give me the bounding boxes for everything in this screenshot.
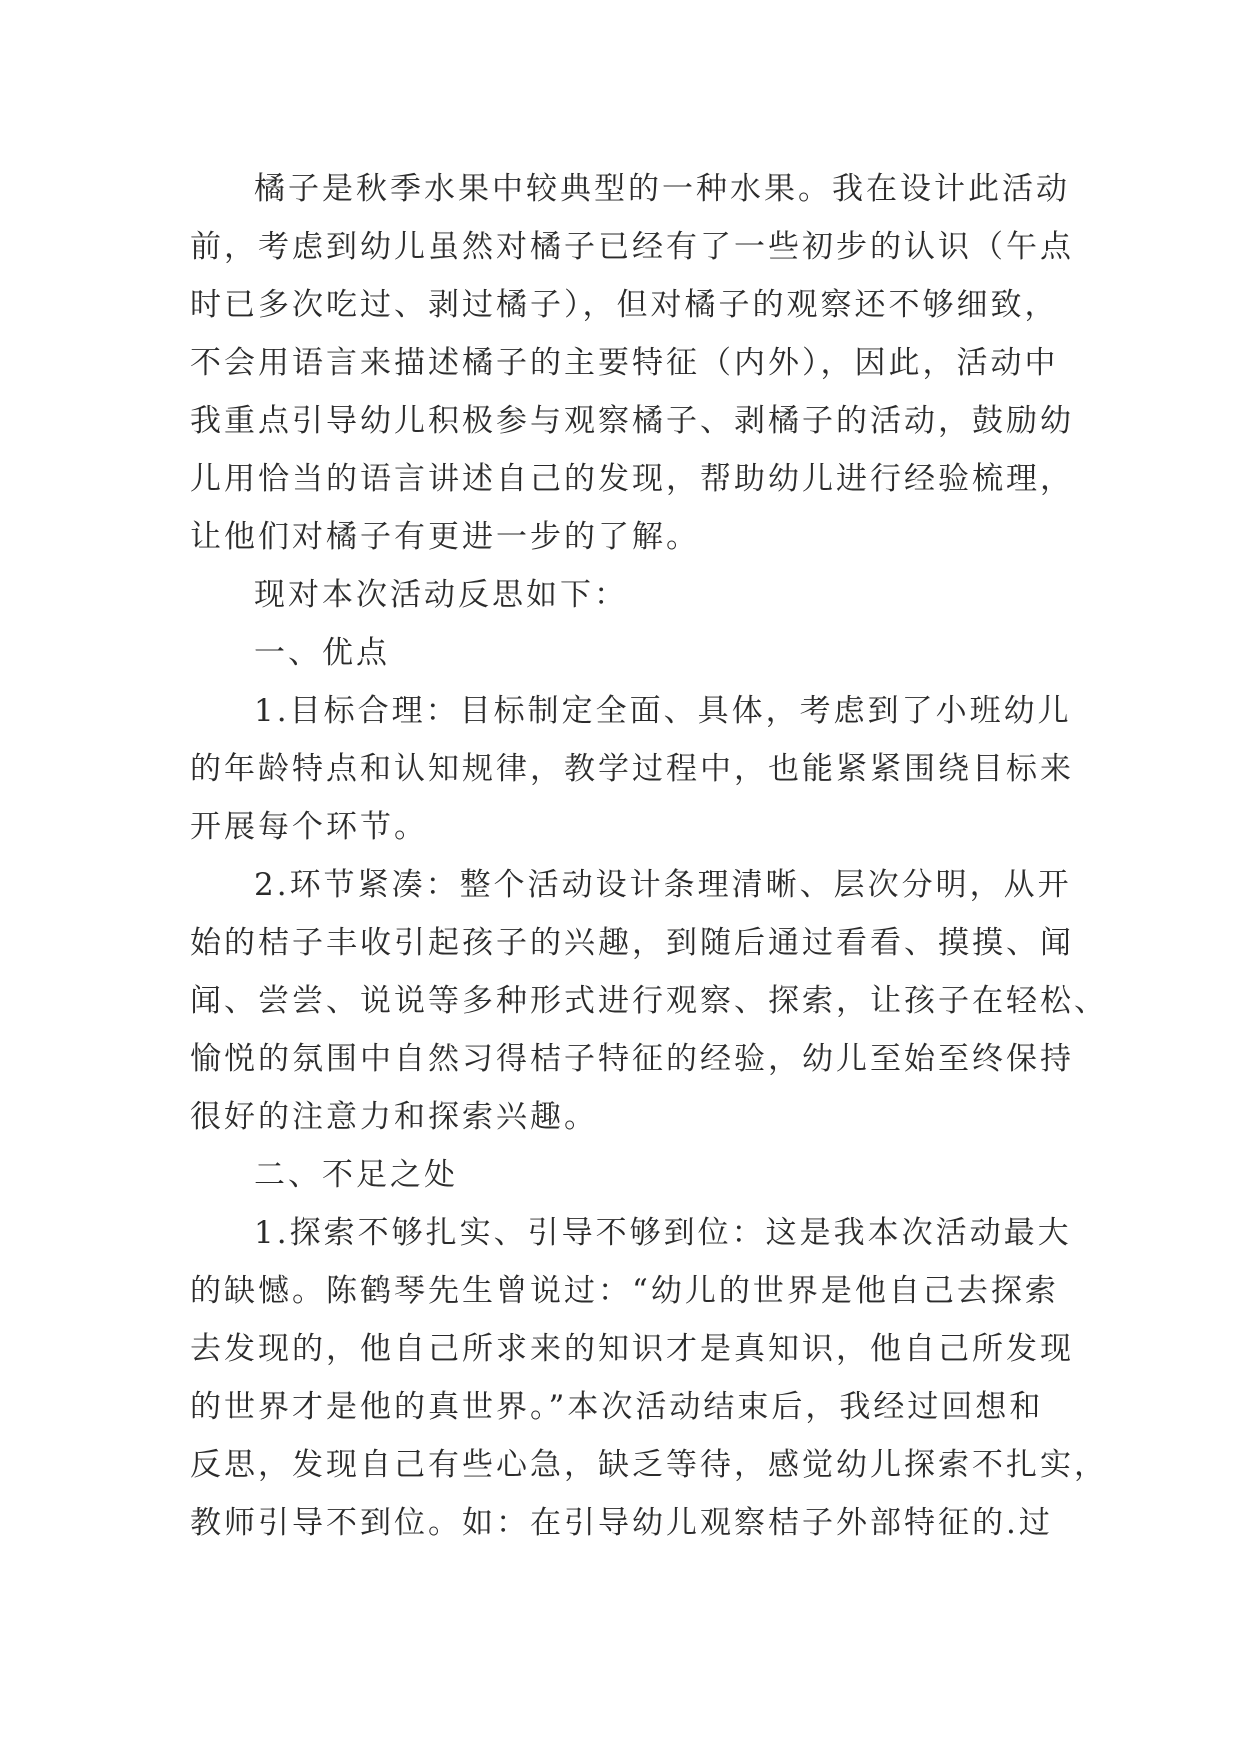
document-body — [190, 160, 1108, 1552]
paragraph-line: 儿用恰当的语言讲述自己的发现，帮助幼儿进行经验梳理， — [190, 461, 1074, 497]
paragraph-line: 2.环节紧凑：整个活动设计条理清晰、层次分明，从开 — [254, 867, 1072, 903]
paragraph-line: 始的桔子丰收引起孩子的兴趣，到随后通过看看、摸摸、闻 — [190, 925, 1074, 961]
paragraph-line: 很好的注意力和探索兴趣。 — [190, 1099, 598, 1135]
paragraph-line: 橘子是秋季水果中较典型的一种水果。我在设计此活动 — [254, 171, 1070, 207]
paragraph-line: 教师引导不到位。如：在引导幼儿观察桔子外部特征的.过 — [190, 1505, 1053, 1541]
section-heading: 二、不足之处 — [254, 1157, 458, 1193]
paragraph-line: 去发现的，他自己所求来的知识才是真知识，他自己所发现 — [190, 1331, 1074, 1367]
paragraph-line: 开展每个环节。 — [190, 809, 428, 845]
section-heading: 一、优点 — [254, 635, 390, 671]
paragraph-line: 愉悦的氛围中自然习得桔子特征的经验，幼儿至始至终保持 — [190, 1041, 1074, 1077]
paragraph-line: 让他们对橘子有更进一步的了解。 — [190, 519, 700, 555]
paragraph-line: 现对本次活动反思如下： — [254, 577, 628, 613]
paragraph-line: 前，考虑到幼儿虽然对橘子已经有了一些初步的认识（午点 — [190, 229, 1074, 265]
paragraph-line: 反思，发现自己有些心急，缺乏等待，感觉幼儿探索不扎实， — [190, 1447, 1108, 1483]
paragraph-line: 闻、尝尝、说说等多种形式进行观察、探索，让孩子在轻松、 — [190, 983, 1108, 1019]
paragraph-line: 的年龄特点和认知规律，教学过程中，也能紧紧围绕目标来 — [190, 751, 1074, 787]
paragraph-line: 我重点引导幼儿积极参与观察橘子、剥橘子的活动，鼓励幼 — [190, 403, 1074, 439]
paragraph-line: 时已多次吃过、剥过橘子），但对橘子的观察还不够细致， — [190, 287, 1059, 323]
paragraph-line: 不会用语言来描述橘子的主要特征（内外），因此，活动中 — [190, 345, 1059, 381]
paragraph-line: 的世界才是他的真世界。”本次活动结束后，我经过回想和 — [190, 1389, 1044, 1425]
paragraph-line: 1.探索不够扎实、引导不够到位：这是我本次活动最大 — [254, 1215, 1072, 1251]
paragraph-line: 的缺憾。陈鹤琴先生曾说过：“幼儿的世界是他自己去探索 — [190, 1273, 1059, 1309]
paragraph-line: 1.目标合理：目标制定全面、具体，考虑到了小班幼儿 — [254, 693, 1072, 729]
